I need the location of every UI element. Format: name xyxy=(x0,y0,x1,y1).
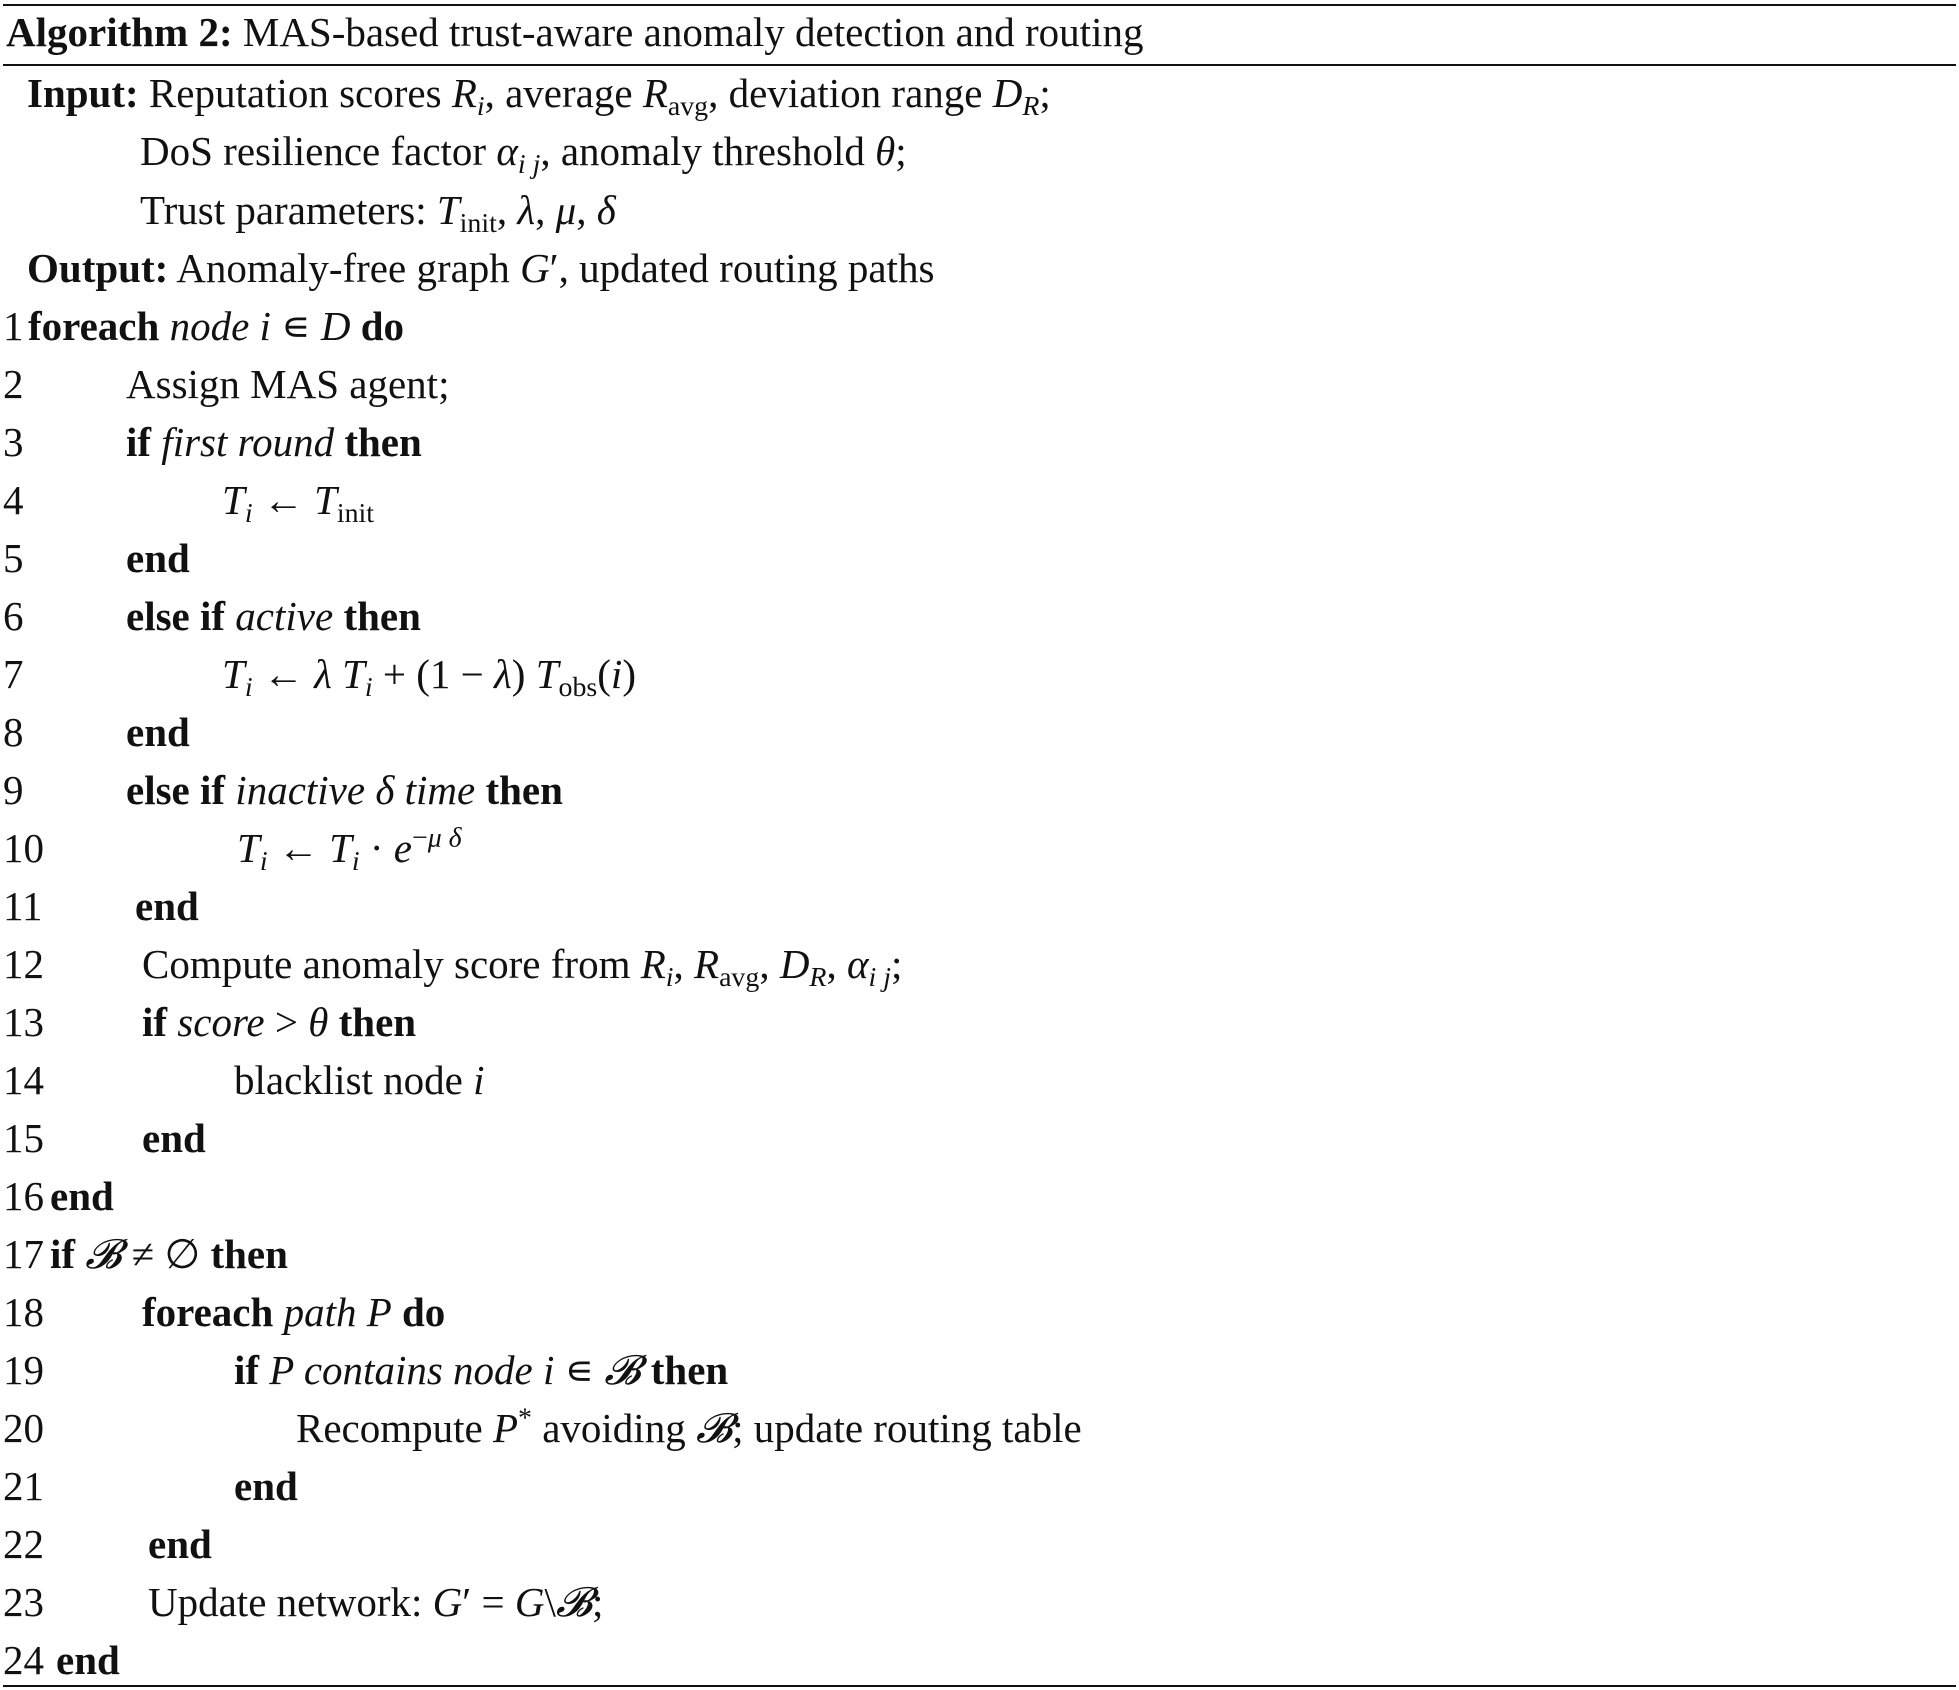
algo-line-10: 10 $T_i$ ← $T_i \cdot e^{-\mu \delta}$ xyxy=(3,822,462,877)
line-number: 6 xyxy=(3,593,24,639)
input-line-1: Input: Reputation scores $R_i$, average $R_{avg}$, deviation range $D_R$; xyxy=(27,70,1051,122)
line-number: 5 xyxy=(3,535,24,581)
algo-line-11: 11 end xyxy=(0,879,1959,933)
algo-line-18: 18 foreach path P do xyxy=(0,1285,1959,1339)
line-number: 4 xyxy=(3,477,24,523)
line-number: 3 xyxy=(3,419,24,465)
algo-line-15: 15 end xyxy=(0,1111,1959,1165)
line-number: 17 xyxy=(3,1231,44,1277)
line-number: 16 xyxy=(3,1173,44,1219)
line-number: 18 xyxy=(3,1289,44,1335)
algo-line-19: 19 if P contains node i ∊ 𝓑 then xyxy=(0,1343,1959,1397)
line-number: 13 xyxy=(3,999,44,1045)
algo-line-14: 14 blacklist node i xyxy=(0,1053,1959,1107)
line-number: 21 xyxy=(3,1463,44,1509)
line-number: 20 xyxy=(3,1405,44,1451)
algo-line-20: 20 Recompute P* avoiding 𝓑; update routing table xyxy=(0,1401,1959,1455)
line-number: 7 xyxy=(3,651,24,697)
algo-line-21: 21 end xyxy=(0,1459,1959,1513)
algo-line-9: 9 else if inactive δ time then xyxy=(0,763,1959,817)
algo-line-1: 1 foreach node i ∊ D do xyxy=(0,299,1959,353)
algo-line-4: 4 $T_i$ ← $T_{init}$ xyxy=(0,473,1959,527)
output-line: Output: Anomaly-free graph G′, updated routing paths xyxy=(27,245,935,291)
line-number: 12 xyxy=(3,941,44,987)
algo-line-7: 7 $T_i$ ← λ $T_i + (1 - \lambda)$ $T_{obs}(i)$ xyxy=(0,647,1959,701)
algorithm-title: MAS-based trust-aware anomaly detection and routing xyxy=(242,9,1144,55)
line-number: 19 xyxy=(3,1347,44,1393)
line-number: 15 xyxy=(3,1115,44,1161)
algo-line-12: 12 Compute anomaly score from $R_i$, $R_{avg}$, $D_R$, $\alpha_{i j}$; xyxy=(0,937,1959,991)
line-number: 14 xyxy=(3,1057,44,1103)
algo-line-6: 6 else if active then xyxy=(0,589,1959,643)
output-label: Output: xyxy=(27,245,169,291)
algo-line-17: 17 if 𝓑 ≠ ∅ then xyxy=(0,1227,1959,1281)
line-number: 24 xyxy=(3,1637,44,1683)
input-line-2: DoS resilience factor $\alpha_{i j}$, anomaly threshold θ; xyxy=(140,128,907,180)
line-number: 10 xyxy=(3,825,44,871)
algo-line-5: 5 end xyxy=(0,531,1959,585)
algo-line-16: 16 end xyxy=(0,1169,1959,1223)
algo-line-24: 24 end xyxy=(0,1633,1959,1687)
line-number: 22 xyxy=(3,1521,44,1567)
line-number: 2 xyxy=(3,361,24,407)
algo-line-8: 8 end xyxy=(0,705,1959,759)
algo-line-3: 3 if first round then xyxy=(0,415,1959,469)
bottom-rule xyxy=(3,1685,1956,1687)
line-number: 8 xyxy=(3,709,24,755)
algo-line-22: 22 end xyxy=(0,1517,1959,1571)
algorithm-label: Algorithm 2: xyxy=(6,9,233,55)
algo-line-23: 23 Update network: G′ = G\𝓑; xyxy=(0,1575,1959,1629)
line-number: 9 xyxy=(3,767,24,813)
line-number: 23 xyxy=(3,1579,44,1625)
line-number: 1 xyxy=(3,303,24,349)
input-label: Input: xyxy=(27,70,139,116)
algorithm-caption xyxy=(6,6,1143,58)
algo-line-13: 13 if score > θ then xyxy=(0,995,1959,1049)
input-line-3: Trust parameters: $T_{init}$, λ, μ, δ xyxy=(140,187,616,239)
algo-line-2: 2 Assign MAS agent; xyxy=(0,357,1959,411)
line-number: 11 xyxy=(3,883,43,929)
